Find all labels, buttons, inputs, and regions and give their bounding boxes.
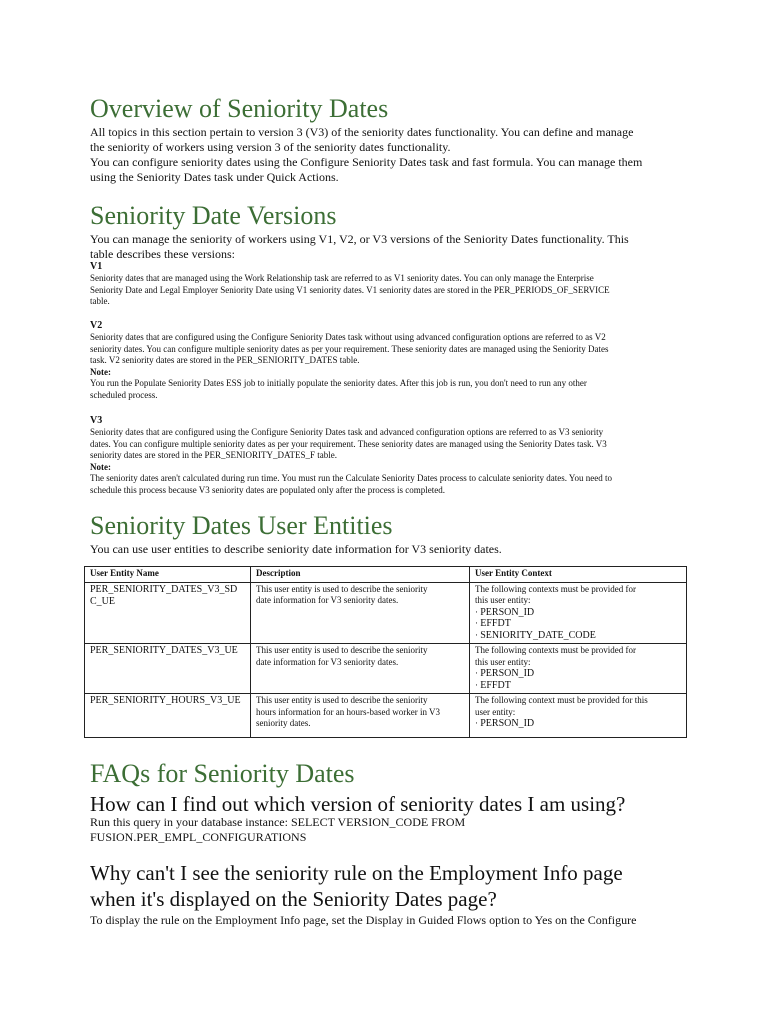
text-line: dates. You can configure multiple seniority dates as per your requirement. These seniority dates are managed using the Seniority Dates task. V3 xyxy=(90,438,607,449)
bullet-icon: · xyxy=(475,629,478,640)
entity-name-cell xyxy=(85,582,251,644)
text-line: the seniority of workers using version 3 of the seniority dates functionality. xyxy=(90,140,451,154)
faq-question-1: How can I find out which version of seniority dates I am using? xyxy=(90,792,626,816)
context-cell xyxy=(470,694,687,738)
table-header-row xyxy=(85,567,687,583)
text-line: Why can't I see the seniority rule on the Employment Info page xyxy=(90,861,623,885)
text-line: You run the Populate Seniority Dates ESS job to initially populate the seniority dates. After this job is run, you don't need to run any other xyxy=(90,378,587,388)
text-line: scheduled process. xyxy=(90,389,158,400)
faq-answer-2 xyxy=(90,913,690,928)
versions-intro xyxy=(90,232,690,262)
table-row xyxy=(85,582,687,644)
bullet-icon: · xyxy=(475,618,478,628)
text-line: PER_SENIORITY_HOURS_V3_UE xyxy=(90,695,241,706)
context-item xyxy=(475,668,681,680)
context-value: SENIORITY_DATE_CODE xyxy=(480,629,596,641)
text-line: this user entity: xyxy=(475,595,531,605)
text-line: All topics in this section pertain to version 3 (V3) of the seniority dates functionality. You can define and manage xyxy=(90,125,634,139)
note-label: Note: xyxy=(90,366,111,377)
heading-user-entities: Seniority Dates User Entities xyxy=(90,511,393,540)
text-line: The following contexts must be provided for xyxy=(475,583,636,594)
description-cell xyxy=(251,694,470,738)
text-line: task. V2 seniority dates are stored in the PER_SENIORITY_DATES table. xyxy=(90,355,360,365)
bullet-icon: · xyxy=(475,718,478,728)
text-line: date information for V3 seniority dates. xyxy=(256,595,399,605)
text-line: table describes these versions: xyxy=(90,247,235,261)
context-value: EFFDT xyxy=(480,679,511,691)
text-line: PER_SENIORITY_DATES_V3_UE xyxy=(90,645,238,656)
text-line: seniority dates. You can configure multiple seniority dates as per your requirement. These seniority dates are managed using the Seniority Dates xyxy=(90,343,609,354)
text-line: table. xyxy=(90,296,110,306)
text-line: FUSION.PER_EMPL_CONFIGURATIONS xyxy=(90,830,307,844)
text-line: You can configure seniority dates using the Configure Seniority Dates task and fast formula. You can manage them xyxy=(90,155,643,169)
context-item xyxy=(475,718,681,730)
text-line: PER_SENIORITY_DATES_V3_SD xyxy=(90,583,238,595)
text-line: To display the rule on the Employment Info page, set the Display in Guided Flows option to Yes on the Configure xyxy=(90,913,637,927)
note-label: Note: xyxy=(90,461,111,472)
text-line: Seniority Date and Legal Employer Seniority Date using V1 seniority dates. V1 seniority dates are stored in the PER_PERIODS_OF_SERVICE xyxy=(90,284,610,295)
table-row xyxy=(85,644,687,694)
bullet-icon: · xyxy=(475,668,478,678)
context-value: PERSON_ID xyxy=(480,718,535,729)
text-line: The seniority dates aren't calculated during run time. You must run the Calculate Seniority Dates process to calculate seniority dates. You need to xyxy=(90,473,612,483)
text-line: The following context must be provided for this xyxy=(475,695,648,705)
text-line: This user entity is used to describe the seniority xyxy=(256,695,428,705)
table-row xyxy=(85,694,687,738)
text-line: Seniority dates that are configured using the Configure Seniority Dates task without using advanced configuration options are referred to as V2 xyxy=(90,332,606,342)
overview-paragraph xyxy=(90,125,690,185)
version-label: V3 xyxy=(90,415,103,426)
bullet-icon: · xyxy=(475,606,478,617)
version-label: V2 xyxy=(90,320,103,331)
entity-name-cell xyxy=(85,644,251,694)
context-cell xyxy=(470,644,687,694)
text-line: this user entity: xyxy=(475,656,531,667)
heading-overview: Overview of Seniority Dates xyxy=(90,94,389,123)
text-line: schedule this process because V3 seniority dates are populated only after the process is completed. xyxy=(90,484,445,495)
text-line: when it's displayed on the Seniority Dates page? xyxy=(90,887,497,911)
text-line: using the Seniority Dates task under Quick Actions. xyxy=(90,170,339,184)
context-item xyxy=(475,630,681,642)
text-line: Seniority dates that are managed using the Work Relationship task are referred to as V1 seniority dates. You can only manage the Enterprise xyxy=(90,273,594,283)
version-label: V1 xyxy=(90,261,103,272)
context-item xyxy=(475,680,681,692)
description-cell xyxy=(251,582,470,644)
text-line: seniority dates are stored in the PER_SENIORITY_DATES_F table. xyxy=(90,450,337,460)
context-item xyxy=(475,607,681,619)
context-value: EFFDT xyxy=(480,618,511,629)
column-header: User Entity Name xyxy=(85,567,251,583)
text-line: seniority dates. xyxy=(256,718,311,728)
text-line: Run this query in your database instance: SELECT VERSION_CODE FROM xyxy=(90,815,466,829)
text-line: hours information for an hours-based worker in V3 xyxy=(256,706,441,717)
text-line: The following contexts must be provided for xyxy=(475,645,636,655)
bullet-icon: · xyxy=(475,679,478,690)
description-cell xyxy=(251,644,470,694)
text-line: This user entity is used to describe the seniority xyxy=(256,583,428,594)
faq-answer-1 xyxy=(90,815,690,845)
user-entities-table xyxy=(84,566,687,738)
context-value: PERSON_ID xyxy=(480,668,535,679)
user-entities-intro: You can use user entities to describe seniority date information for V3 seniority dates. xyxy=(90,542,502,556)
version-v2 xyxy=(90,320,690,401)
text-line: date information for V3 seniority dates. xyxy=(256,656,399,667)
text-line: You can manage the seniority of workers using V1, V2, or V3 versions of the Seniority Dates functionality. This xyxy=(90,232,629,246)
entity-name-cell xyxy=(85,694,251,738)
text-line: This user entity is used to describe the seniority xyxy=(256,645,428,655)
text-line: C_UE xyxy=(90,595,115,607)
faq-question-2 xyxy=(90,860,623,912)
column-header: User Entity Context xyxy=(470,567,687,583)
text-line: Seniority dates that are configured using the Configure Seniority Dates task and advanced configuration options are referred to as V3 seniority xyxy=(90,427,604,437)
heading-faqs: FAQs for Seniority Dates xyxy=(90,759,355,788)
context-item xyxy=(475,618,681,630)
heading-versions: Seniority Date Versions xyxy=(90,201,337,230)
version-v1 xyxy=(90,261,690,308)
context-value: PERSON_ID xyxy=(480,606,535,618)
text-line: user entity: xyxy=(475,706,516,717)
column-header: Description xyxy=(251,567,470,583)
context-cell xyxy=(470,582,687,644)
version-v3 xyxy=(90,415,690,496)
